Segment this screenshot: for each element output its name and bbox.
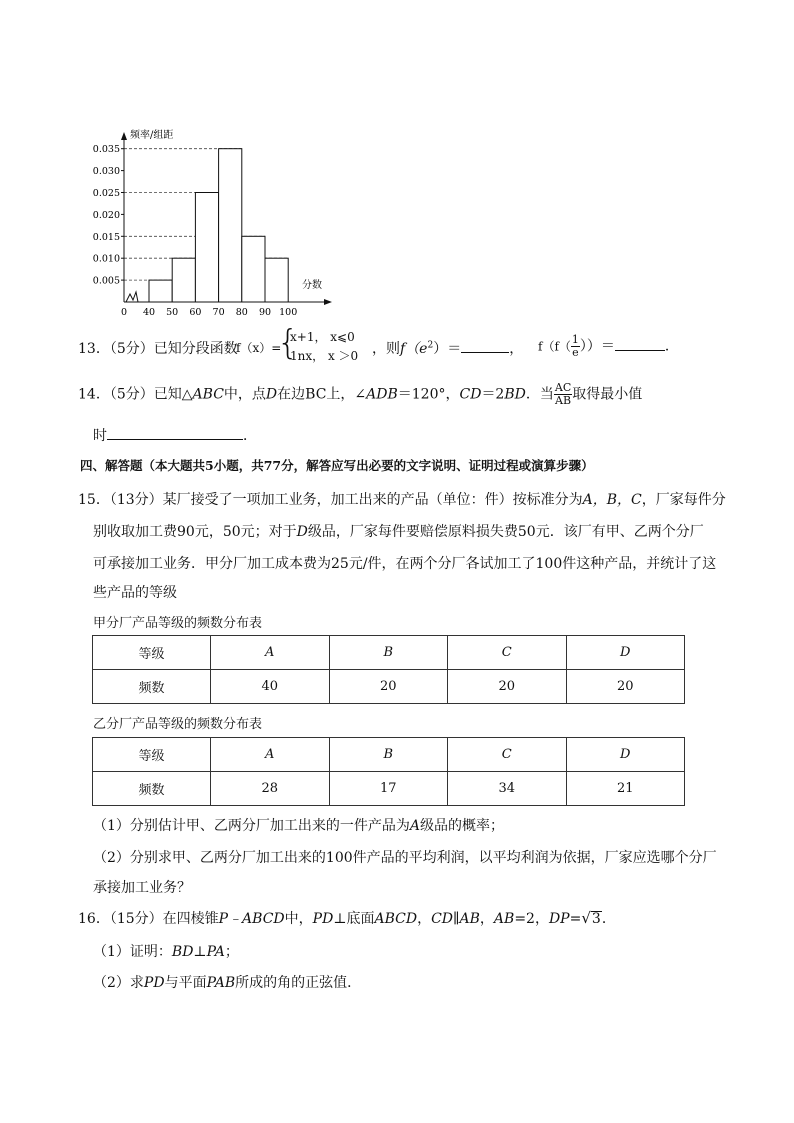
q16-sub1-math: BD⊥PA: [171, 944, 225, 960]
q13-score: （5分）: [109, 341, 154, 357]
q15-line1-end: ，厂家每件分: [641, 492, 726, 508]
q15-line1: [78, 489, 726, 509]
x-tick-label: 0: [120, 307, 128, 318]
y-tick-label: 0.030: [92, 166, 120, 178]
q14-bc: BC: [305, 386, 327, 403]
q13-case2: 1nx， x ＞0: [290, 349, 359, 363]
x-tick-label: 40: [142, 307, 156, 318]
table-row: [93, 636, 685, 670]
q15-line2: [93, 521, 704, 541]
q13-blank2[interactable]: [615, 336, 665, 351]
q13-case1: x+1， x⩽0: [290, 330, 355, 344]
q16-pabcd: P﹣ABCD: [218, 911, 285, 927]
x-tick-label: 60: [189, 307, 202, 318]
table-cell: 28: [211, 772, 330, 806]
question-14: [78, 382, 642, 407]
brace-icon: {: [277, 323, 299, 363]
table-cell: B: [329, 636, 448, 670]
table-cell: 34: [448, 772, 567, 806]
q13-end: ．: [664, 338, 679, 355]
y-tick-label: 0.035: [92, 144, 120, 156]
q15-sub1-grade: A: [409, 818, 421, 834]
q14-text6: ＝2: [481, 386, 505, 403]
q16-t5: =2，: [514, 911, 549, 927]
q14-number: 14．: [78, 386, 110, 403]
q14-text1: 已知△: [153, 386, 193, 403]
y-tick-label: 0.005: [92, 275, 120, 287]
table-cell: 频数: [93, 670, 211, 704]
q13-ff: f（f（: [538, 339, 571, 354]
q16-t3: ，: [417, 911, 432, 927]
question-14-line2: [93, 425, 257, 445]
q13-close2: ））＝: [579, 338, 615, 355]
q13-fx: f（x）=: [236, 341, 282, 355]
q14-blank[interactable]: [107, 425, 243, 440]
table-cell: 20: [329, 670, 448, 704]
q14-adb: ADB: [366, 386, 398, 403]
table-cell: 20: [566, 670, 685, 704]
q14-abc: ABC: [192, 386, 224, 403]
table-row: [93, 772, 685, 806]
table1-title: 甲分厂产品等级的频数分布表: [93, 616, 263, 631]
x-axis-label: 分数: [302, 280, 322, 291]
table-cell: 等级: [93, 636, 211, 670]
table-cell: D: [566, 636, 685, 670]
table-cell: 40: [211, 670, 330, 704]
y-tick-label: 0.025: [92, 188, 120, 199]
table-cell: B: [329, 738, 448, 772]
question-16: [78, 908, 616, 928]
table-row: [93, 738, 685, 772]
q14-frac-num: AC: [554, 381, 572, 394]
q16-cdab: CD∥AB: [431, 911, 480, 927]
q16-sub2-end: 所成的角的正弦值．: [235, 975, 362, 991]
q13-blank1[interactable]: [461, 338, 509, 353]
q16-t7: ．: [601, 911, 616, 927]
histogram-bar: [149, 280, 172, 302]
sqrt-icon: √: [581, 909, 591, 927]
frequency-histogram: [88, 126, 338, 318]
q13-frac-den: e: [572, 346, 579, 359]
y-tick-label: 0.020: [92, 209, 120, 221]
table-cell: 等级: [93, 738, 211, 772]
q14-text4: 上，∠: [326, 386, 367, 403]
table-cell: A: [211, 636, 330, 670]
table-cell: C: [448, 738, 567, 772]
q14-frac-den: AB: [555, 394, 572, 407]
q13-number: 13．: [78, 341, 110, 357]
q13-close1: ）＝: [433, 341, 462, 357]
q15-line2-text: 别收取加工费90元，50元；对于: [93, 524, 297, 540]
q16-sub1-end: ；: [224, 944, 239, 960]
histogram-bar: [265, 258, 288, 302]
y-axis-label: 频率/组距: [130, 130, 174, 141]
q16-t6: =: [569, 911, 582, 927]
q13-frac-num: 1: [571, 333, 579, 346]
histogram-bar: [219, 149, 242, 302]
q16-sqrt-value: 3: [591, 911, 601, 927]
q16-t1: 中，: [284, 911, 313, 927]
q15-line4: 些产品的等级: [93, 585, 177, 601]
x-tick-label: 90: [258, 307, 272, 318]
q14-text8: 取得最小值: [572, 386, 643, 403]
q16-t4: ，: [479, 911, 494, 927]
q16-sub1: [93, 941, 239, 961]
histogram-bar: [195, 193, 218, 303]
q16-sub2-pd: PD: [143, 975, 165, 991]
q14-d: D: [265, 386, 278, 403]
q15-grade-d: D: [296, 524, 308, 540]
q14-end: ．: [243, 428, 257, 444]
y-tick-label: 0.015: [92, 231, 120, 243]
q15-line1-text: 15．（13分）某厂接受了一项加工业务，加工出来的产品（单位：件）按标准分为: [78, 492, 583, 508]
q16-sub2: [93, 972, 361, 992]
q15-grades-abc: A，B，C: [582, 492, 642, 508]
q14-score: （5分）: [109, 386, 154, 403]
q16-t2: ⊥底面: [333, 911, 375, 927]
table2-title: 乙分厂产品等级的频数分布表: [93, 717, 263, 732]
q15-line3: 可承接加工业务．甲分厂加工成本费为25元/件，在两个分厂各试加工了100件这种产品，并统计了这: [93, 556, 717, 572]
q13-sup: 2: [427, 340, 434, 351]
q16-sub2-text: （2）求: [93, 975, 144, 991]
q15-sub2-line2: 承接加工业务？: [93, 880, 191, 896]
q16-abcd: ABCD: [374, 911, 418, 927]
q16-sub2-pab: PAB: [206, 975, 236, 991]
table-cell: 17: [329, 772, 448, 806]
q13-comma: ，则: [372, 341, 400, 357]
section-4-heading: 四、解答题（本大题共5小题，共77分，解答应写出必要的文字说明、证明过程或演算步骤）: [80, 458, 594, 473]
table-cell: C: [448, 636, 567, 670]
q15-sub1: [93, 815, 504, 835]
q14-text5: ＝120°，: [397, 386, 460, 403]
table-cell: 频数: [93, 772, 211, 806]
q16-head: 16．（15分）在四棱锥: [78, 911, 219, 927]
q14-text2: 中，点: [223, 386, 266, 403]
table-cell: 20: [448, 670, 567, 704]
x-tick-label: 80: [235, 307, 248, 318]
histogram-bar: [242, 236, 265, 302]
q14-cd: CD: [459, 386, 482, 403]
q15-sub2: （2）分别求甲、乙两分厂加工出来的100件产品的平均利润，以平均利润为依据，厂家应选哪个分厂: [93, 850, 717, 866]
q16-ab: AB: [493, 911, 515, 927]
q16-sub2-mid: 与平面: [164, 975, 207, 991]
q14-bd: BD: [504, 386, 526, 403]
q16-dp: DP: [548, 911, 570, 927]
q16-pd: PD: [312, 911, 334, 927]
q14-text3: 在边: [277, 386, 306, 403]
table-cell: A: [211, 738, 330, 772]
q15-line2-end: 级品，厂家每件要赔偿原料损失费50元．该厂有甲、乙两个分厂: [307, 524, 704, 540]
table-jia-factory: [92, 635, 685, 704]
table-cell: D: [566, 738, 685, 772]
table-yi-factory: [92, 737, 685, 806]
q13-sep: ，: [509, 341, 524, 357]
table-row: [93, 670, 685, 704]
x-tick-label: 100: [279, 307, 298, 318]
histogram-bar: [172, 258, 195, 302]
x-tick-label: 50: [166, 307, 179, 318]
q15-sub1-text: （1）分别估计甲、乙两分厂加工出来的一件产品为: [93, 818, 410, 834]
x-tick-label: 70: [212, 307, 225, 318]
q13-text: 已知分段函数: [153, 341, 238, 357]
q15-sub1-end: 级品的概率；: [420, 818, 505, 834]
q14-text7: ．当: [525, 386, 554, 403]
q13-fe2: f（e: [400, 341, 428, 357]
q14-line2: 时: [93, 428, 107, 444]
q16-sub1-text: （1）证明：: [93, 944, 172, 960]
table-cell: 21: [566, 772, 685, 806]
y-tick-label: 0.010: [92, 253, 120, 265]
